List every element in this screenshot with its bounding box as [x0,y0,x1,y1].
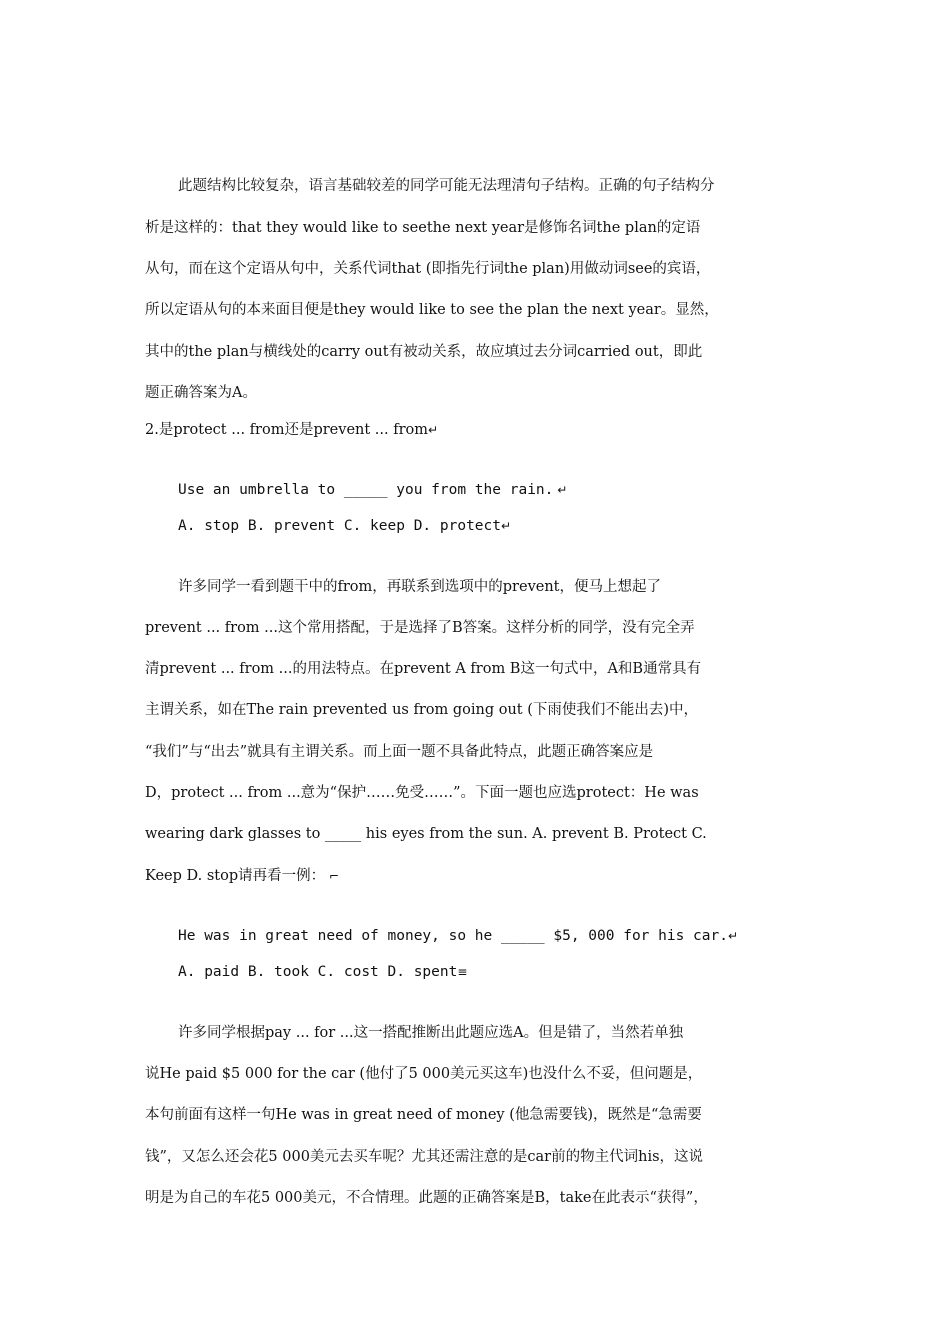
paragraph-mark-icon: ↵ [727,929,739,943]
para3-line-2: 说He paid $5 000 for the car (他付了5 000美元买这车)也没什么不妥，但问题是， [145,1066,703,1082]
question-options [178,516,848,536]
para3-line-1: 许多同学根据pay ... for ...这一搭配推断出此题应选A。但是错了，当然若单独 [178,1025,684,1041]
para2-line-6: D，protect ... from ...意为“保护……免受……”。下面一题也应选protect：He was [145,785,699,801]
para2-line-4: 主谓关系，如在The rain prevented us from going out (下雨使我们不能出去)中， [145,702,699,718]
para2-line-7: wearing dark glasses to _____ his eyes from the sun. A. prevent B. Protect C. [145,826,707,842]
question-options-text: A. paid B. took C. cost D. spent [178,964,458,980]
para1-line-1: 此题结构比较复杂，语言基础较差的同学可能无法理清句子结构。正确的句子结构分 [178,178,715,194]
paragraph-mark-icon: ≡ [457,965,468,979]
para1-line-2: 析是这样的：that they would like to seethe next year是修饰名词the plan的定语 [145,220,701,236]
question-stem [178,480,848,500]
para3-line-3: 本句前面有这样一句He was in great need of money (他急需要钱)，既然是“急需要 [145,1107,702,1123]
question-options-text: A. stop B. prevent C. keep D. protect [178,518,502,534]
question-options [178,962,848,982]
para1-line-4: 所以定语从句的本来面目便是they would like to see the plan the next year。显然， [145,302,719,318]
para1-line-6: 题正确答案为A。 [145,385,257,401]
para2-line-2: prevent ... from ...这个常用搭配，于是选择了B答案。这样分析的同学，没有完全弄 [145,620,695,636]
paragraph-mark-icon: ↵ [553,483,568,497]
para1-line-3: 从句，而在这个定语从句中，关系代词that (即指先行词the plan)用做动词see的宾语， [145,261,711,277]
paragraph-mark-icon: ↵ [501,519,512,533]
question-stem-text: Use an umbrella to _____ you from the rain. [178,482,554,498]
para3-line-5: 明是为自己的车花5 000美元，不合情理。此题的正确答案是B，take在此表示“获得”， [145,1190,708,1206]
para2-line-8 [145,866,815,886]
para2-line-3: 清prevent ... from ...的用法特点。在prevent A from B这一句式中，A和B通常具有 [145,661,702,677]
question-stem [178,926,848,946]
section-heading-text: 2.是protect ... from还是prevent ... from [145,422,429,438]
paragraph-mark-icon: ⌐ [325,869,339,883]
section-heading [145,420,815,440]
paragraph-mark-icon: ↵ [428,423,439,437]
para1-line-5: 其中的the plan与横线处的carry out有被动关系，故应填过去分词carried out，即此 [145,344,703,360]
para2-line-5: “我们”与“出去”就具有主谓关系。而上面一题不具备此特点，此题正确答案应是 [145,744,654,760]
para3-line-4: 钱”，又怎么还会花5 000美元去买车呢？尤其还需注意的是car前的物主代词his，这说 [145,1149,704,1165]
question-stem-text: He was in great need of money, so he _____ $5, 000 for his car. [178,928,728,944]
para2-line-1: 许多同学一看到题干中的from，再联系到选项中的prevent，便马上想起了 [178,579,662,595]
para2-line-8-text: Keep D. stop请再看一例： [145,868,326,884]
